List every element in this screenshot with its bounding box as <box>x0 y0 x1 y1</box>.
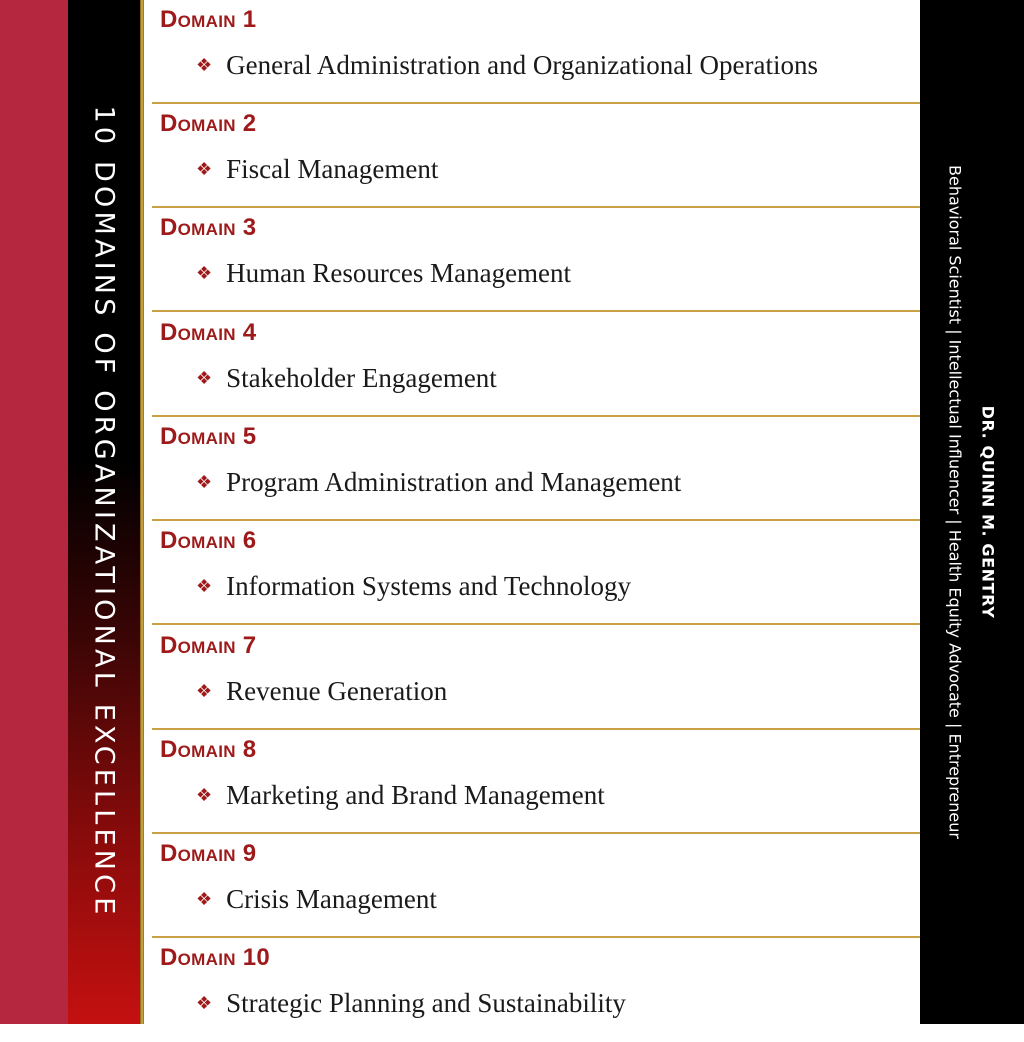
domain-label: Domain 4 <box>160 319 257 346</box>
domain-entry-7 <box>152 626 920 730</box>
diamond-bullet-icon: ❖ <box>196 785 213 805</box>
domain-item <box>196 363 497 394</box>
domain-item <box>196 988 626 1019</box>
domain-entry-1 <box>152 0 920 104</box>
domain-item-text: Stakeholder Engagement <box>226 363 497 393</box>
domain-label: Domain 5 <box>160 423 257 450</box>
domain-item <box>196 467 681 498</box>
domain-item <box>196 258 571 289</box>
diamond-bullet-icon: ❖ <box>196 576 213 596</box>
domain-entry-4 <box>152 313 920 417</box>
domain-label: Domain 8 <box>160 736 257 763</box>
domain-item-text: Program Administration and Management <box>226 467 682 497</box>
domain-entry-5 <box>152 417 920 521</box>
diamond-bullet-icon: ❖ <box>196 993 213 1013</box>
domain-entry-3 <box>152 208 920 312</box>
domain-entry-8 <box>152 730 920 834</box>
domain-item-text: Marketing and Brand Management <box>226 780 605 810</box>
diamond-bullet-icon: ❖ <box>196 472 213 492</box>
domain-item-text: General Administration and Organizational Operations <box>226 50 818 80</box>
domain-entry-6 <box>152 521 920 625</box>
domain-item <box>196 676 447 707</box>
domain-label: Domain 2 <box>160 110 257 137</box>
domain-item-text: Strategic Planning and Sustainability <box>226 988 626 1018</box>
author-roles: Behavioral Scientist | Intellectual Influencer | Health Equity Advocate | Entrepreneur <box>945 165 965 839</box>
diamond-bullet-icon: ❖ <box>196 263 213 283</box>
domain-list <box>144 0 920 1024</box>
diamond-bullet-icon: ❖ <box>196 368 213 388</box>
domain-item-text: Crisis Management <box>226 884 437 914</box>
left-accent-stripe <box>0 0 68 1024</box>
domain-item <box>196 780 605 811</box>
domain-label: Domain 3 <box>160 214 257 241</box>
diamond-bullet-icon: ❖ <box>196 889 213 909</box>
domain-label: Domain 9 <box>160 840 257 867</box>
domain-item <box>196 884 437 915</box>
domain-entry-9 <box>152 834 920 938</box>
diamond-bullet-icon: ❖ <box>196 681 213 701</box>
domain-item <box>196 50 818 81</box>
author-panel <box>920 0 1024 1024</box>
domain-item-text: Information Systems and Technology <box>226 571 631 601</box>
diamond-bullet-icon: ❖ <box>196 55 213 75</box>
domain-entry-10 <box>152 938 920 1042</box>
domain-item-text: Human Resources Management <box>226 258 572 288</box>
domain-label: Domain 10 <box>160 944 271 971</box>
domain-label: Domain 7 <box>160 632 257 659</box>
diamond-bullet-icon: ❖ <box>196 159 213 179</box>
author-name: DR. QUINN M. GENTRY <box>978 405 998 619</box>
domain-label: Domain 1 <box>160 6 257 33</box>
domain-item-text: Revenue Generation <box>226 676 448 706</box>
domain-item-text: Fiscal Management <box>226 154 439 184</box>
divider <box>152 310 920 312</box>
domain-item <box>196 571 631 602</box>
domain-item <box>196 154 438 185</box>
domain-label: Domain 6 <box>160 527 257 554</box>
page-title: 10 DOMAINS OF ORGANIZATIONAL EXCELLENCE <box>88 105 120 919</box>
domain-entry-2 <box>152 104 920 208</box>
divider <box>152 623 920 625</box>
